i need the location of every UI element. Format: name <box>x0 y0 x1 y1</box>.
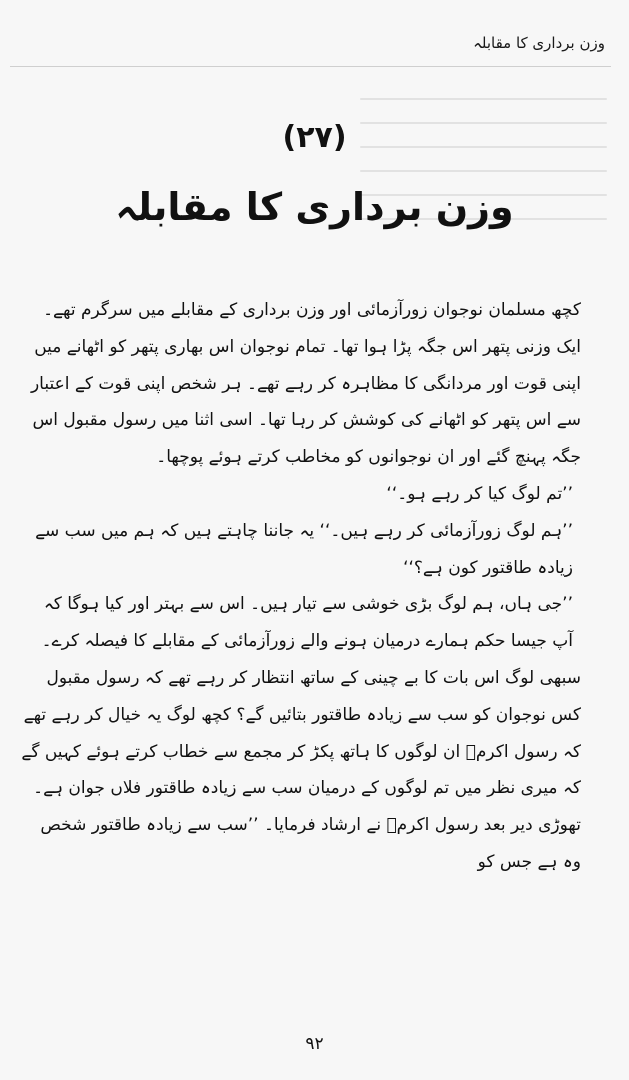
chapter-number: (۲۷) <box>282 120 347 155</box>
dialogue-line: ’’جی ہاں، ہم لوگ بڑی خوشی سے تیار ہیں۔ اس سے بہتر اور کیا ہوگا کہ آپ جیسا حکم ہمارے درمیان ہونے والے زورآزمائی کے مقابلے کا فیصلہ کرے۔ <box>41 594 573 652</box>
body-text <box>18 292 603 881</box>
page-number: ۹۲ <box>305 1034 324 1054</box>
paragraph: سبھی لوگ اس بات کا بے چینی کے ساتھ انتظار کر رہے تھے کہ رسول مقبول کس نوجوان کو سب سے زیادہ طاقتور بتائیں گے؟ کچھ لوگ یہ خیال کر رہے تھے کہ رسول اکرمؐ ان لوگوں کا ہاتھ پکڑ کر مجمع سے خطاب کرتے ہوئے کہیں گے کہ میری نظر میں تم لوگوں کے درمیان سب سے زیادہ طاقتور فلاں جوان ہے۔ <box>21 667 581 799</box>
header-divider <box>10 66 611 67</box>
chapter-title: وزن برداری کا مقابلہ <box>115 185 514 229</box>
paragraph: کچھ مسلمان نوجوان زورآزمائی اور وزن برداری کے مقابلے میں سرگرم تھے۔ ایک وزنی پتھر اس جگہ پڑا ہوا تھا۔ تمام نوجوان اس بھاری پتھر کو اٹھانے میں اپنی قوت اور مردانگی کا مظاہرہ کر رہے تھے۔ ہر شخص اپنی قوت کے اعتبار سے اس پتھر کو اٹھانے کی کوشش کر رہا تھا۔ اسی اثنا میں رسول مقبول اس جگہ پہنچ گئے اور ان نوجوانوں کو مخاطب کرتے ہوئے پوچھا۔ <box>30 300 581 468</box>
dialogue-line: ’’تم لوگ کیا کر رہے ہو۔‘‘ <box>386 483 573 504</box>
running-header: وزن برداری کا مقابلہ <box>473 34 605 52</box>
dialogue-line: ’’ہم لوگ زورآزمائی کر رہے ہیں۔‘‘ یہ جاننا چاہتے ہیں کہ ہم میں سب سے زیادہ طاقتور کون ہے؟‘‘ <box>35 520 573 578</box>
paragraph: تھوڑی دیر بعد رسول اکرمؐ نے ارشاد فرمایا۔ ’’سب سے زیادہ طاقتور شخص وہ ہے جس کو <box>40 815 581 872</box>
bleed-through-shadow <box>360 76 607 256</box>
